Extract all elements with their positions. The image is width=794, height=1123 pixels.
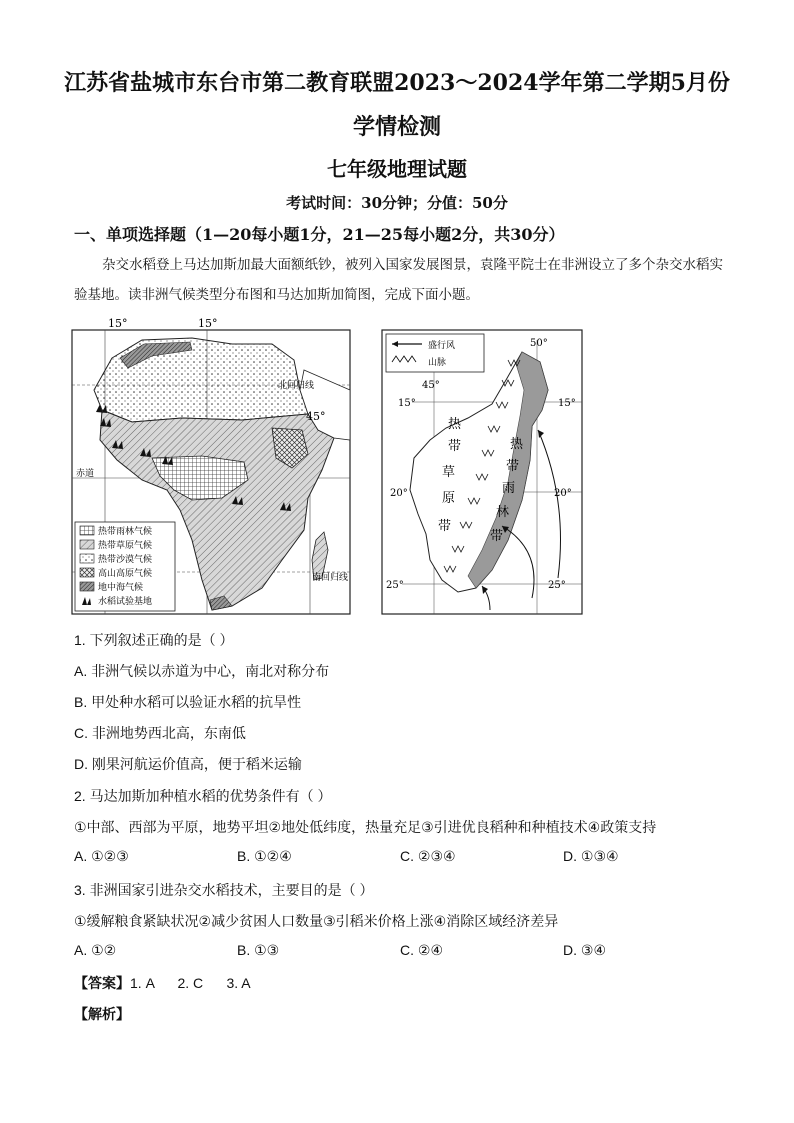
question-3-option-c[interactable]: C. ②④ — [400, 942, 443, 958]
question-1-stem: 1. 下列叙述正确的是（ ） — [74, 632, 234, 648]
dot-pattern-icon — [80, 554, 94, 563]
question-1-option-a[interactable]: A. 非洲气候以赤道为中心，南北对称分布 — [74, 663, 330, 679]
legend-desert: 热带沙漠气候 — [98, 555, 153, 565]
legend-highland: 高山高原气候 — [98, 569, 153, 579]
question-3-option-a[interactable]: A. ①② — [74, 942, 117, 958]
lon-label-west: 15° — [108, 317, 128, 330]
legend-mountain: 山脉 — [428, 358, 447, 368]
intro-paragraph: 杂交水稻登上马达加斯加最大面额纸钞，被列入国家发展图景，袁隆平院士在非洲设立了多个杂交水稻实验基地。读非洲气候类型分布图和马达加斯加简图，完成下面小题。 — [74, 257, 723, 303]
question-2-option-c[interactable]: C. ②③④ — [400, 848, 456, 864]
answer-label: 【答案】 — [74, 975, 130, 991]
question-3-option-b[interactable]: B. ①③ — [237, 942, 280, 958]
question-2-option-d[interactable]: D. ①③④ — [563, 848, 619, 864]
madagascar-map — [382, 330, 582, 614]
question-3-items: ①缓解粮食紧缺状况②减少贫困人口数量③引稻米价格上涨④消除区域经济差异 — [74, 913, 559, 929]
question-2-options — [74, 848, 634, 865]
question-2-items: ①中部、西部为平原，地势平坦②地处低纬度，热量充足③引进优良稻种和种植技术④政策支持 — [74, 819, 657, 835]
svg-text:林: 林 — [496, 505, 510, 520]
dense-hatch-pattern-icon — [80, 582, 94, 591]
svg-text:带: 带 — [490, 529, 504, 544]
tropic-south-label: 南回归线 — [312, 573, 349, 583]
question-1-option-c[interactable]: C. 非洲地势西北高，东南低 — [74, 725, 246, 741]
question-2-option-b[interactable]: B. ①②④ — [237, 848, 292, 864]
hatch-pattern-icon — [80, 540, 94, 549]
lat-25-right: 25° — [548, 580, 566, 591]
lon-50-label: 50° — [530, 338, 548, 349]
question-3-option-d[interactable]: D. ③④ — [563, 942, 606, 958]
question-1-option-b[interactable]: B. 甲处种水稻可以验证水稻的抗旱性 — [74, 694, 302, 710]
svg-text:雨: 雨 — [502, 481, 516, 496]
lat-15-right: 15° — [558, 398, 576, 409]
lon-label-45: 45° — [306, 410, 326, 423]
tropic-north-label: 北回归线 — [278, 381, 315, 391]
figures-row — [72, 317, 732, 624]
question-2-stem: 2. 马达加斯加种植水稻的优势条件有（ ） — [74, 788, 332, 804]
svg-text:热: 热 — [510, 437, 524, 452]
lon-label-east: 15° — [198, 317, 218, 330]
exam-title-line1: 江苏省盐城市东台市第二教育联盟2023～2024学年第二学期5月份 — [64, 70, 730, 96]
climate-legend — [75, 522, 175, 611]
svg-text:带: 带 — [506, 459, 520, 474]
lon-45-label: 45° — [422, 380, 440, 391]
svg-text:草: 草 — [442, 465, 456, 480]
answer-line — [74, 973, 251, 993]
lat-20-left: 20° — [390, 488, 408, 499]
svg-text:热: 热 — [448, 417, 462, 432]
lat-25-left: 25° — [386, 580, 404, 591]
legend-rainforest: 热带雨林气候 — [98, 527, 153, 537]
grid-pattern-icon — [80, 526, 94, 535]
svg-text:带: 带 — [438, 519, 452, 534]
crosshatch-pattern-icon — [80, 568, 94, 577]
question-3-stem: 3. 非洲国家引进杂交水稻技术，主要目的是（ ） — [74, 882, 374, 898]
answer-text: 1. A 2. C 3. A — [130, 975, 251, 991]
svg-text:原: 原 — [442, 491, 456, 506]
equator-label: 赤道 — [76, 469, 95, 479]
exam-subtitle: 七年级地理试题 — [327, 157, 467, 181]
legend-mediterranean: 地中海气候 — [98, 583, 144, 593]
legend-savanna: 热带草原气候 — [98, 541, 153, 551]
exam-info: 考试时间：30分钟；分值：50分 — [286, 194, 508, 212]
africa-climate-map — [72, 317, 350, 614]
section-heading: 一、单项选择题（1—20每小题1分，21—25每小题2分，共30分） — [74, 225, 565, 244]
legend-rice-base: 水稻试验基地 — [98, 597, 153, 607]
figures-svg — [72, 317, 732, 620]
question-2-option-a[interactable]: A. ①②③ — [74, 848, 129, 864]
svg-text:带: 带 — [448, 439, 462, 454]
legend-wind: 盛行风 — [428, 341, 456, 351]
question-3-options — [74, 942, 634, 959]
lat-20-right: 20° — [554, 488, 572, 499]
question-1-option-d[interactable]: D. 刚果河航运价值高，便于稻米运输 — [74, 756, 302, 772]
exam-title-line2: 学情检测 — [352, 114, 441, 140]
lat-15-left: 15° — [398, 398, 416, 409]
analysis-label: 【解析】 — [74, 1006, 130, 1022]
analysis-line — [74, 1004, 130, 1024]
